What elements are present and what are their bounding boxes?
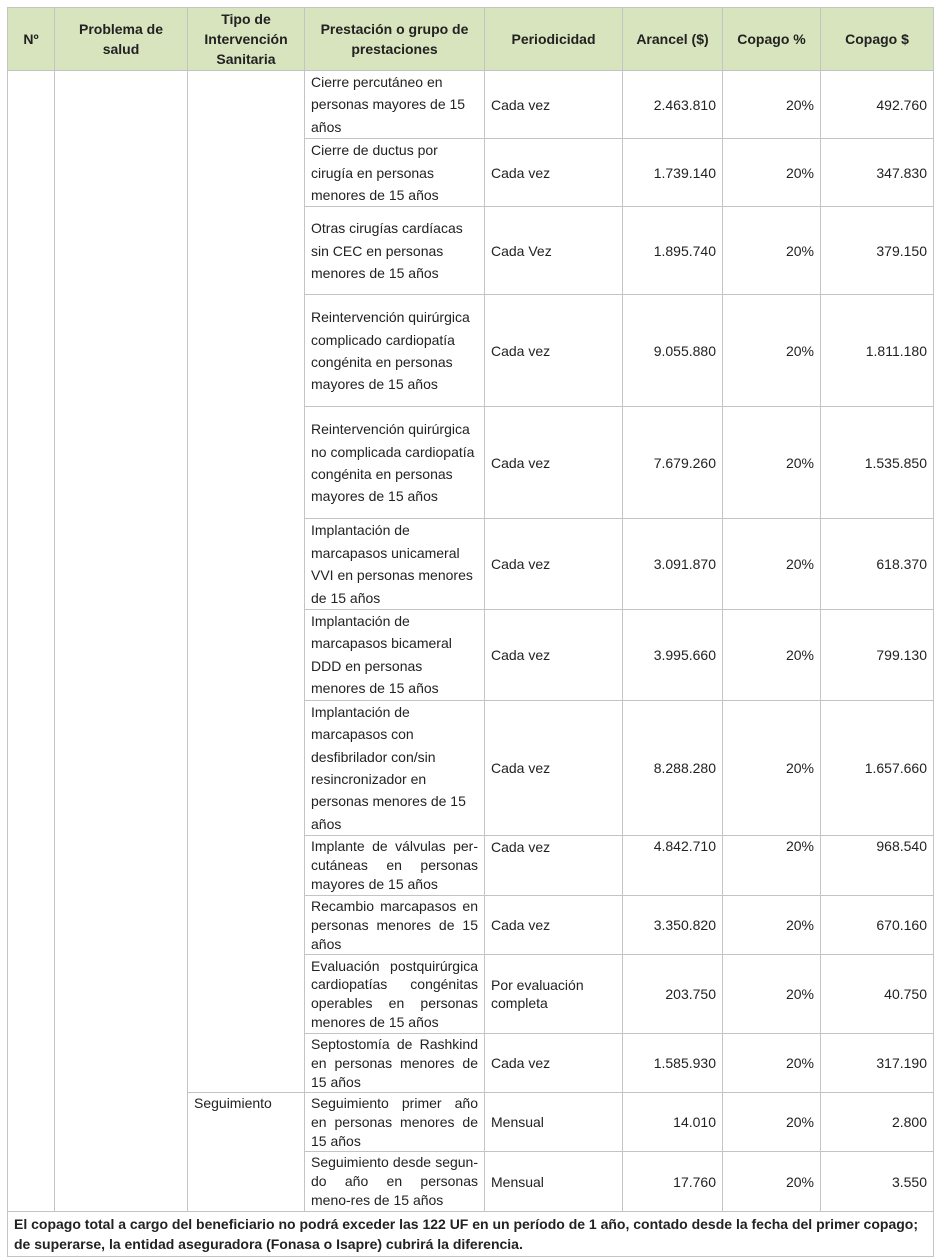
copago-pct-cell: 20% (723, 610, 821, 701)
arancel-cell: 8.288.280 (623, 700, 723, 835)
copago-cell: 670.160 (821, 896, 934, 955)
periodicidad-cell: Cada vez (485, 896, 623, 955)
copago-cell: 3.550 (821, 1152, 934, 1212)
copago-pct-cell: 20% (723, 836, 821, 896)
periodicidad-cell: Cada vez (485, 407, 623, 519)
numero-cell (8, 71, 55, 1212)
header-tipo: Tipo de Intervención Sanitaria (188, 8, 305, 71)
prestacion-cell: Implantación de marcapasos unicameral VVI en personas menores de 15 años (305, 519, 485, 610)
prestacion-cell: Seguimiento primer año en personas menores de 15 años (305, 1093, 485, 1152)
periodicidad-cell: Cada vez (485, 836, 623, 896)
arancel-cell: 1.739.140 (623, 139, 723, 207)
periodicidad-cell: Mensual (485, 1152, 623, 1212)
copago-cell: 379.150 (821, 207, 934, 295)
copago-pct-cell: 20% (723, 1093, 821, 1152)
copago-pct-cell: 20% (723, 1152, 821, 1212)
header-periodicidad: Periodicidad (485, 8, 623, 71)
copago-table (7, 7, 934, 1257)
copago-pct-cell: 20% (723, 1034, 821, 1093)
prestacion-cell: Seguimiento desde segun-do año en personas meno-res de 15 años (305, 1152, 485, 1212)
prestacion-cell: Septostomía de Rashkind en personas menores de 15 años (305, 1034, 485, 1093)
prestacion-cell: Implantación de marcapasos bicameral DDD en personas menores de 15 años (305, 610, 485, 701)
prestacion-cell: Cierre de ductus por cirugía en personas menores de 15 años (305, 139, 485, 207)
arancel-cell: 3.091.870 (623, 519, 723, 610)
copago-cell: 2.800 (821, 1093, 934, 1152)
copago-pct-cell: 20% (723, 407, 821, 519)
prestacion-cell: Implantación de marcapasos con desfibrilador con/sin resincronizador en personas menores de 15 años (305, 700, 485, 835)
prestacion-cell: Cierre percutáneo en personas mayores de 15 años (305, 71, 485, 139)
copago-pct-cell: 20% (723, 700, 821, 835)
copago-cell: 618.370 (821, 519, 934, 610)
copago-pct-cell: 20% (723, 207, 821, 295)
arancel-cell: 7.679.260 (623, 407, 723, 519)
periodicidad-cell: Cada vez (485, 139, 623, 207)
header-numero: Nº (8, 8, 55, 71)
copago-cell: 799.130 (821, 610, 934, 701)
periodicidad-cell: Cada vez (485, 519, 623, 610)
copago-pct-cell: 20% (723, 71, 821, 139)
table-row (8, 71, 934, 139)
arancel-cell: 203.750 (623, 955, 723, 1034)
arancel-cell: 3.995.660 (623, 610, 723, 701)
periodicidad-cell: Cada vez (485, 295, 623, 407)
prestacion-cell: Evaluación postquirúrgica cardiopatías congénitas operables en personas menores de 15 años (305, 955, 485, 1034)
copago-cell: 1.535.850 (821, 407, 934, 519)
periodicidad-cell: Cada vez (485, 700, 623, 835)
copago-cell: 1.657.660 (821, 700, 934, 835)
copago-cell: 40.750 (821, 955, 934, 1034)
tipo-cell (188, 71, 305, 1093)
header-prestacion: Prestación o grupo de prestaciones (305, 8, 485, 71)
footer-note: El copago total a cargo del beneficiario no podrá exceder las 122 UF en un período de 1 año, contado desde la fecha del primer copago; de superarse, la entidad aseguradora (Fonasa o Isapre) cubrirá la diferencia. (8, 1212, 934, 1257)
copago-pct-cell: 20% (723, 295, 821, 407)
periodicidad-cell: Cada vez (485, 71, 623, 139)
footer-row (8, 1212, 934, 1257)
prestacion-cell: Otras cirugías cardíacas sin CEC en personas menores de 15 años (305, 207, 485, 295)
copago-cell: 317.190 (821, 1034, 934, 1093)
periodicidad-cell: Cada Vez (485, 207, 623, 295)
copago-cell: 492.760 (821, 71, 934, 139)
header-row (8, 8, 934, 71)
arancel-cell: 4.842.710 (623, 836, 723, 896)
arancel-cell: 17.760 (623, 1152, 723, 1212)
copago-pct-cell: 20% (723, 955, 821, 1034)
arancel-cell: 1.895.740 (623, 207, 723, 295)
copago-pct-cell: 20% (723, 139, 821, 207)
arancel-cell: 1.585.930 (623, 1034, 723, 1093)
prestacion-cell: Implante de válvulas per-cutáneas en personas mayores de 15 años (305, 836, 485, 896)
arancel-cell: 14.010 (623, 1093, 723, 1152)
header-problema: Problema de salud (55, 8, 188, 71)
tipo-cell: Seguimiento (188, 1093, 305, 1212)
copago-cell: 1.811.180 (821, 295, 934, 407)
prestacion-cell: Reintervención quirúrgica complicado cardiopatía congénita en personas mayores de 15 años (305, 295, 485, 407)
copago-pct-cell: 20% (723, 519, 821, 610)
periodicidad-cell: Por evaluación completa (485, 955, 623, 1034)
periodicidad-cell: Mensual (485, 1093, 623, 1152)
arancel-cell: 9.055.880 (623, 295, 723, 407)
header-arancel: Arancel ($) (623, 8, 723, 71)
problema-cell (55, 71, 188, 1212)
copago-cell: 347.830 (821, 139, 934, 207)
periodicidad-cell: Cada vez (485, 610, 623, 701)
prestacion-cell: Reintervención quirúrgica no complicada cardiopatía congénita en personas mayores de 15 años (305, 407, 485, 519)
header-copago-pct: Copago % (723, 8, 821, 71)
header-copago: Copago $ (821, 8, 934, 71)
copago-cell: 968.540 (821, 836, 934, 896)
copago-pct-cell: 20% (723, 896, 821, 955)
arancel-cell: 2.463.810 (623, 71, 723, 139)
prestacion-cell: Recambio marcapasos en personas menores de 15 años (305, 896, 485, 955)
periodicidad-cell: Cada vez (485, 1034, 623, 1093)
arancel-cell: 3.350.820 (623, 896, 723, 955)
